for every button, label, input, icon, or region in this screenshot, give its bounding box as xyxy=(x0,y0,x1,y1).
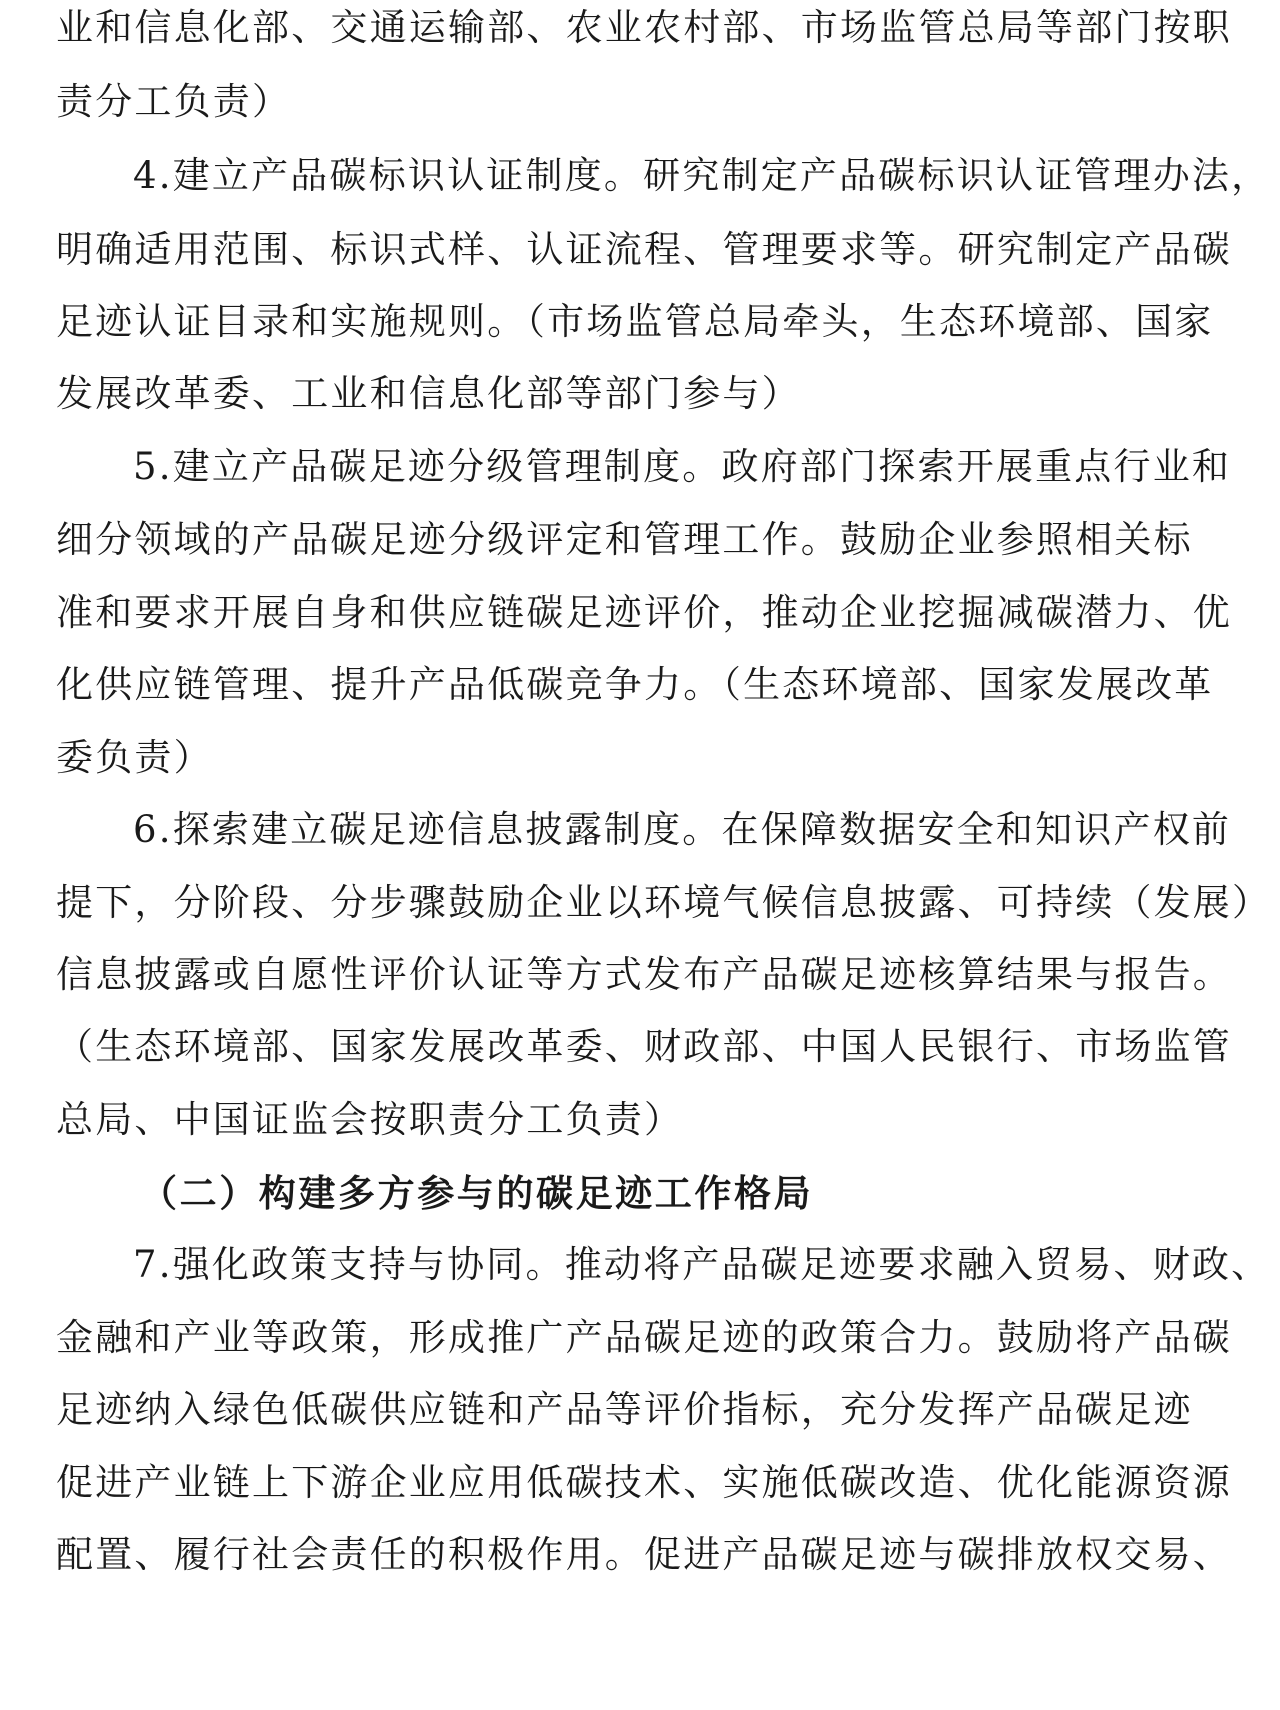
text-line: 发展改革委、工业和信息化部等部门参与） xyxy=(56,372,801,415)
paragraph-6-start: 6.探索建立碳足迹信息披露制度。在保障数据安全和知识产权前 xyxy=(133,808,1232,851)
text-line: 信息披露或自愿性评价认证等方式发布产品碳足迹核算结果与报告。 xyxy=(56,953,1232,996)
text-line: 足迹纳入绿色低碳供应链和产品等评价指标，充分发挥产品碳足迹 xyxy=(56,1388,1193,1431)
text-line: （生态环境部、国家发展改革委、财政部、中国人民银行、市场监管 xyxy=(56,1025,1232,1068)
text-line: 金融和产业等政策，形成推广产品碳足迹的政策合力。鼓励将产品碳 xyxy=(56,1316,1232,1359)
text-line: 明确适用范围、标识式样、认证流程、管理要求等。研究制定产品碳 xyxy=(56,228,1232,271)
text-line: 委负责） xyxy=(56,736,213,779)
text-line: 业和信息化部、交通运输部、农业农村部、市场监管总局等部门按职 xyxy=(56,6,1232,49)
text-line: 准和要求开展自身和供应链碳足迹评价，推动企业挖掘减碳潜力、优 xyxy=(56,591,1232,634)
text-line: 总局、中国证监会按职责分工负责） xyxy=(56,1098,684,1141)
text-line: 促进产业链上下游企业应用低碳技术、实施低碳改造、优化能源资源 xyxy=(56,1461,1232,1504)
paragraph-7-start: 7.强化政策支持与协同。推动将产品碳足迹要求融入贸易、财政、 xyxy=(133,1243,1271,1286)
text-line: 配置、履行社会责任的积极作用。促进产品碳足迹与碳排放权交易、 xyxy=(56,1533,1232,1576)
text-line: 提下，分阶段、分步骤鼓励企业以环境气候信息披露、可持续（发展） xyxy=(56,881,1272,924)
paragraph-5-start: 5.建立产品碳足迹分级管理制度。政府部门探索开展重点行业和 xyxy=(133,445,1232,488)
paragraph-4-start: 4.建立产品碳标识认证制度。研究制定产品碳标识认证管理办法， xyxy=(133,154,1271,197)
section-heading: （二）构建多方参与的碳足迹工作格局 xyxy=(140,1171,814,1215)
text-line: 足迹认证目录和实施规则。（市场监管总局牵头，生态环境部、国家 xyxy=(56,300,1214,343)
text-line: 责分工负责） xyxy=(56,80,292,123)
text-line: 化供应链管理、提升产品低碳竞争力。（生态环境部、国家发展改革 xyxy=(56,663,1214,706)
text-line: 细分领域的产品碳足迹分级评定和管理工作。鼓励企业参照相关标 xyxy=(56,518,1193,561)
